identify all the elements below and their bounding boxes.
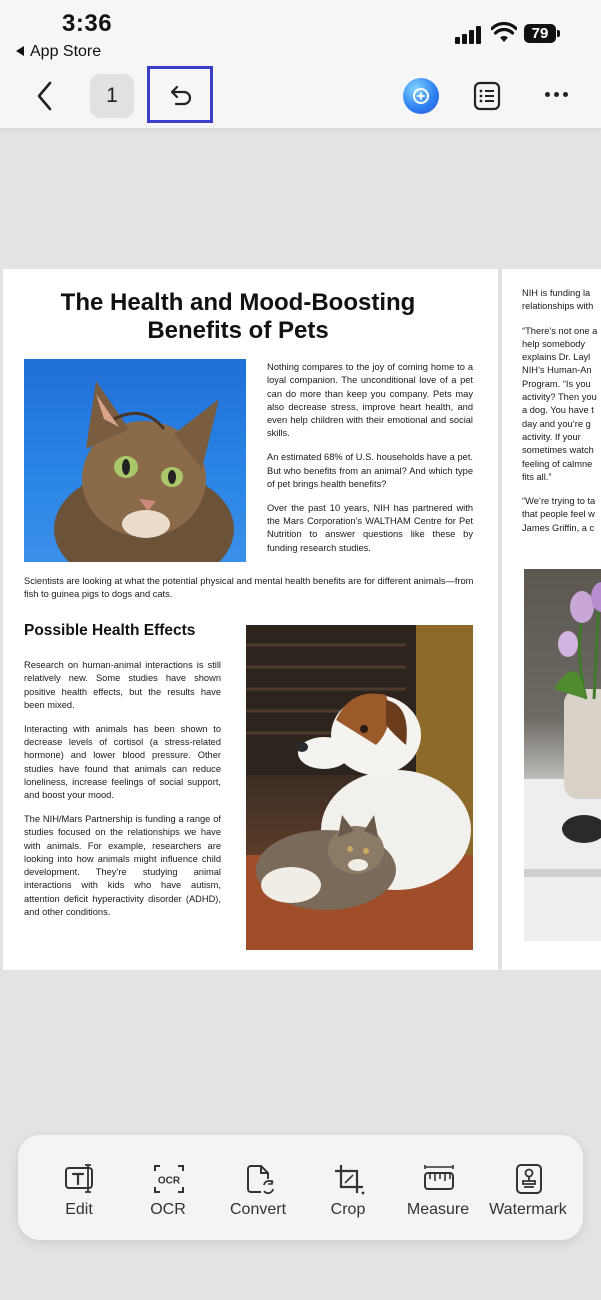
battery-indicator: 79 [524,24,556,43]
page2-paragraph-1: NIH is funding la relationships with [522,288,594,312]
more-options-icon[interactable] [542,92,572,100]
health-paragraph-2: Interacting with animals has been shown to decrease levels of cortisol (a stress-related hormone) and lower blood pressure. Other studies have found that animals can reduce loneliness, increase feelings of social support, and boost your mood. [24,723,221,801]
top-toolbar [0,66,601,128]
outline-list-icon[interactable] [473,81,501,111]
health-paragraph-3: The NIH/Mars Partnership is funding a range of studies focused on the relationships we have with animals. For example, researchers are looking into how animals might influence child development. They’re studying animal interactions with kids who have autism, attention deficit hyperactivity disorder (ADHD), and other conditions. [24,813,221,918]
undo-button[interactable] [147,66,213,123]
convert-tool-label: Convert [229,1201,287,1218]
health-paragraph-1: Research on human-animal interactions is still relatively new. Some studies have shown positive health effects, but the results have been mixed. [24,660,221,710]
battery-nub [557,30,560,37]
document-title [3,289,473,345]
ocr-tool-label: OCR [150,1201,186,1218]
crop-tool-label: Crop [330,1201,366,1218]
page2-paragraph-2: “There’s not one a help somebody explains Dr. Layl NIH’s Human-An Program. “Is you activity? Then you a dog. You have t day and you’re g activity. If your sometimes watch feeling of calmne fits all.” [522,325,598,482]
ocr-tool-button[interactable] [123,1159,213,1229]
page2-text [522,287,601,546]
back-chevron-icon[interactable] [30,78,60,114]
back-to-app-store-link[interactable] [16,43,101,61]
intro-paragraph-3: Over the past 10 years, NIH has partnered with the Mars Corporation’s WALTHAM Centre for Pet Nutrition to answer questions like these by funding research studies. [267,502,473,553]
watermark-tool-label: Watermark [489,1201,567,1218]
measure-tool-button[interactable] [393,1159,483,1229]
title-line-2: Benefits of Pets [147,317,329,344]
page-number-button[interactable]: 1 [90,74,134,118]
pdf-page-2[interactable] [502,269,601,970]
pdf-page-1[interactable] [3,269,498,970]
convert-tool-button[interactable] [213,1159,303,1229]
ruler-icon [423,1163,455,1195]
section-heading: Possible Health Effects [24,622,196,639]
text-edit-icon [64,1163,96,1195]
convert-icon [243,1163,275,1195]
undo-icon [169,84,193,106]
scientists-paragraph: Scientists are looking at what the potential physical and mental health benefits are for different animals—from fish to guinea pigs to dogs and cats. [24,576,474,600]
ocr-icon [153,1163,185,1195]
page2-paragraph-3: “We’re trying to ta that people feel w James Griffin, a c [522,496,596,533]
dog-and-cat-photo [246,625,473,950]
crop-tool-button[interactable] [303,1159,393,1229]
title-line-1: The Health and Mood-Boosting [60,289,416,316]
back-triangle-icon [16,46,24,56]
cellular-signal-icon [455,26,485,44]
edit-tool-button[interactable] [34,1159,124,1229]
cat-photo [24,359,246,562]
status-bar [0,0,601,66]
wifi-icon [491,22,517,44]
intro-paragraph-1: Nothing compares to the joy of coming home to a loyal companion. The unconditional love of a pet can do more than keep you company. Pets may also decrease stress, improve heart health, and even help children with their emotional and social skills. [267,362,473,439]
watermark-icon [513,1163,545,1195]
intro-paragraph-2: An estimated 68% of U.S. households have a pet. But who benefits from an animal? And which type of pet brings health benefits? [267,452,473,489]
back-app-label: App Store [30,43,102,60]
ai-assistant-button[interactable] [403,78,439,114]
svg-text:OCR: OCR [157,1175,181,1187]
tools-panel [18,1135,583,1240]
ai-sparkle-icon [411,86,431,106]
flowers-photo [524,569,601,941]
status-time: 3:36 [62,10,113,37]
edit-tool-label: Edit [65,1201,93,1218]
watermark-tool-button[interactable] [483,1159,573,1229]
health-effects-column [24,659,221,930]
intro-column [267,361,473,565]
crop-icon [333,1163,365,1195]
measure-tool-label: Measure [406,1201,470,1218]
